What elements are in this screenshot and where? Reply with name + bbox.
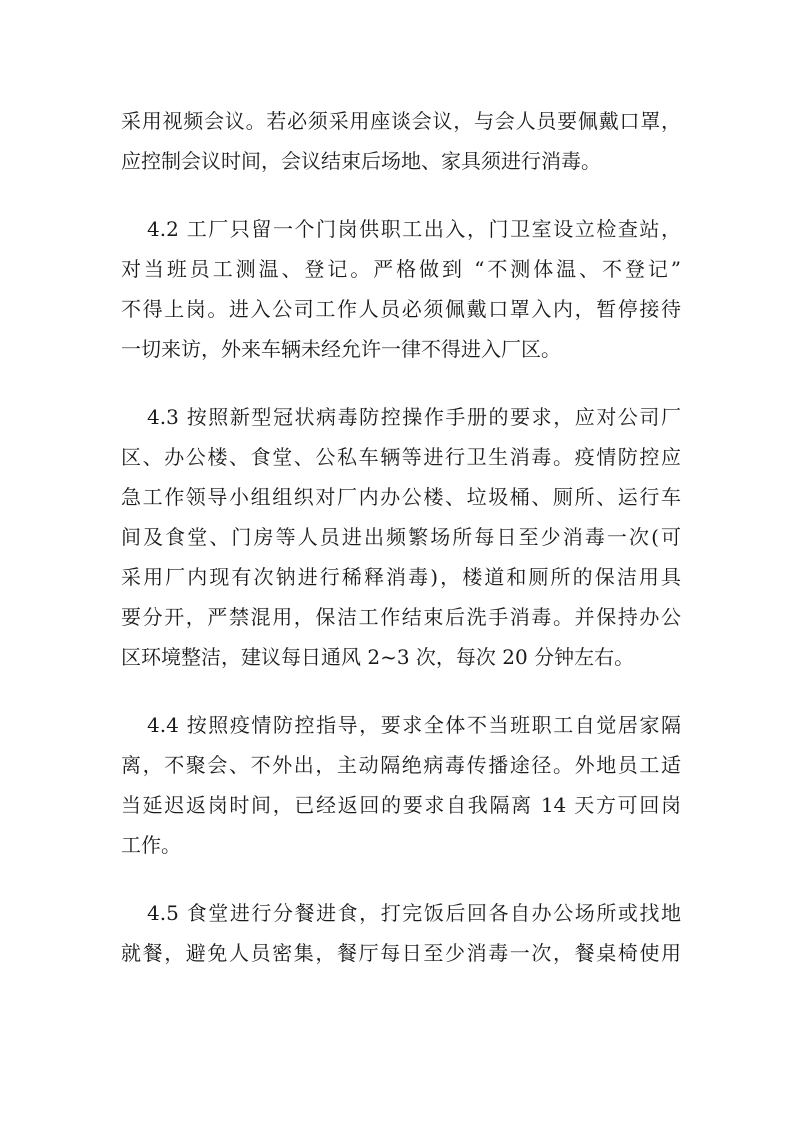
paragraph-4-4-line-2: 离，不聚会、不外出，主动隔绝病毒传播途径。外地员工适: [121, 753, 681, 777]
paragraph-4-3-line-3: 急工作领导小组组织对厂内办公楼、垃圾桶、厕所、运行车: [121, 485, 681, 509]
paragraph-4-2-line-1: 4.2 工厂只留一个门岗供职工出入，门卫室设立检查站，: [147, 217, 681, 241]
paragraph-1-line-2: 应控制会议时间，会议结束后场地、家具须进行消毒。: [121, 149, 601, 173]
paragraph-4-3-line-1: 4.3 按照新型冠状病毒防控操作手册的要求，应对公司厂: [147, 405, 681, 429]
paragraph-4-4-line-3: 当延迟返岗时间，已经返回的要求自我隔离 14 天方可回岗: [121, 793, 681, 817]
paragraph-4-3-line-2: 区、办公楼、食堂、公私车辆等进行卫生消毒。疫情防控应: [121, 445, 681, 469]
paragraph-4-5-line-1: 4.5 食堂进行分餐进食，打完饭后回各自办公场所或找地: [147, 901, 681, 925]
paragraph-1-line-1: 采用视频会议。若必须采用座谈会议，与会人员要佩戴口罩，: [121, 109, 681, 133]
paragraph-4-3-line-6: 要分开，严禁混用，保洁工作结束后洗手消毒。并保持办公: [121, 605, 681, 629]
paragraph-4-2-line-3: 不得上岗。进入公司工作人员必须佩戴口罩入内，暂停接待: [121, 297, 681, 321]
paragraph-4-4-line-4: 工作。: [121, 833, 181, 857]
paragraph-4-4-line-1: 4.4 按照疫情防控指导，要求全体不当班职工自觉居家隔: [147, 713, 681, 737]
paragraph-4-2-line-4: 一切来访，外来车辆未经允许一律不得进入厂区。: [121, 337, 561, 361]
paragraph-4-3-line-4: 间及食堂、门房等人员进出频繁场所每日至少消毒一次(可: [121, 525, 681, 549]
paragraph-4-5-line-2: 就餐，避免人员密集，餐厅每日至少消毒一次，餐桌椅使用: [121, 941, 681, 965]
paragraph-4-3-line-7: 区环境整洁，建议每日通风 2~3 次，每次 20 分钟左右。: [121, 645, 635, 669]
paragraph-4-2-line-2: 对当班员工测温、登记。严格做到 “不测体温、不登记”: [121, 257, 681, 281]
paragraph-4-3-line-5: 采用厂内现有次钠进行稀释消毒)，楼道和厕所的保洁用具: [121, 565, 681, 589]
